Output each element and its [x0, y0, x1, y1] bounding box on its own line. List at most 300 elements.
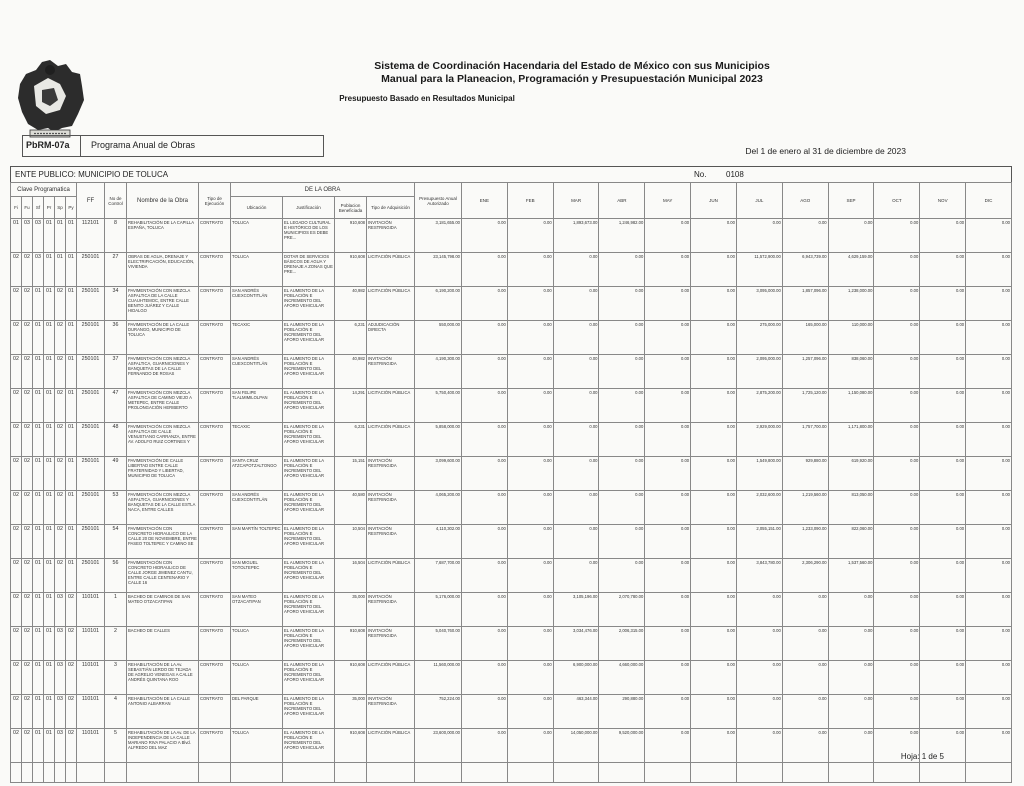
presupuesto-cell: 6,190,200.00 [415, 287, 462, 321]
ubicacion-cell: SAN ANDRÉS CUEXCONTITLÁN [231, 355, 283, 389]
clave-pr-cell: 01 [44, 627, 55, 661]
clave-pr-cell: 01 [44, 525, 55, 559]
month-ene-cell: 0.00 [462, 457, 508, 491]
tipo-adquisicion-cell: INVITACIÓN RESTRINGIDA [367, 627, 415, 661]
clave-pr-cell: 01 [44, 423, 55, 457]
tipo-adquisicion-cell: LICITACIÓN PÚBLICA [367, 253, 415, 287]
clave-sp-cell: 03 [55, 593, 66, 627]
nombre-obra-cell: PAVIMENTACIÓN CON MEZCLA ASFALTICA, GUARNICIONES Y BANQUETAS DE LA CALLE ESTLA NACA, ENTRE CALLES [127, 491, 199, 525]
clave-fi-cell: 02 [11, 559, 22, 593]
clave-fi-cell: 02 [11, 457, 22, 491]
tipo-adquisicion-cell: INVITACIÓN RESTRINGIDA [367, 491, 415, 525]
month-oct-cell: 0.00 [874, 219, 920, 253]
month-ene-cell: 0.00 [462, 559, 508, 593]
month-ene-cell: 0.00 [462, 287, 508, 321]
tipo-adquisicion-cell: LICITACIÓN PÚBLICA [367, 729, 415, 763]
clave-fi-cell: 02 [11, 729, 22, 763]
ubicacion-cell: TOLUCA [231, 627, 283, 661]
nombre-obra-cell: PAVIMENTACIÓN CON CONCRETO HIDRAULICO DE CALLE JORGE JIMENEZ CANTU, ENTRE CALLE CENTENARIO Y CALLE 16 [127, 559, 199, 593]
clave-fu-cell: 02 [22, 389, 33, 423]
month-oct-cell: 0.00 [874, 355, 920, 389]
empty-cell [966, 763, 1012, 783]
month-header-dic: DIC [966, 183, 1012, 219]
empty-cell [105, 763, 127, 783]
presupuesto-header: Presupuesto Anual Autorizado [415, 183, 462, 219]
month-jul-cell: 3,095,000.00 [736, 287, 782, 321]
month-jun-cell: 0.00 [691, 219, 737, 253]
clave-sf-cell: 01 [33, 423, 44, 457]
month-ago-cell: 1,757,700.00 [782, 423, 828, 457]
clave-sp-cell: 01 [55, 219, 66, 253]
beneficiados-header: Poblacion Beneficiada [335, 197, 367, 219]
month-feb-cell: 0.00 [507, 355, 553, 389]
month-ago-cell: 1,857,096.00 [782, 287, 828, 321]
month-ago-cell: 1,725,120.00 [782, 389, 828, 423]
month-jul-cell: 275,000.00 [736, 321, 782, 355]
month-oct-cell: 0.00 [874, 627, 920, 661]
clave-py-cell: 01 [66, 491, 77, 525]
clave-sp-cell: 01 [55, 253, 66, 287]
presupuesto-cell: 4,065,200.00 [415, 491, 462, 525]
clave-fu-cell: 02 [22, 457, 33, 491]
clave-sf-cell: 01 [33, 491, 44, 525]
clave-sp-cell: 03 [55, 729, 66, 763]
month-ene-cell: 0.00 [462, 695, 508, 729]
month-jul-cell: 0.00 [736, 219, 782, 253]
beneficiados-cell: 10,504 [335, 525, 367, 559]
form-title: Programa Anual de Obras [91, 140, 196, 150]
month-jun-cell: 0.00 [691, 627, 737, 661]
clave-pr-cell: 01 [44, 661, 55, 695]
month-abr-cell: 1,246,982.00 [599, 219, 645, 253]
month-oct-cell: 0.00 [874, 525, 920, 559]
table-row [11, 389, 1012, 423]
month-header-mar: MAR [553, 183, 599, 219]
table-row [11, 525, 1012, 559]
period-label: Del 1 de enero al 31 de diciembre de 2023 [745, 146, 906, 156]
month-jun-cell: 0.00 [691, 287, 737, 321]
month-oct-cell: 0.00 [874, 321, 920, 355]
month-abr-cell: 0.00 [599, 491, 645, 525]
clave-sf-cell: 01 [33, 457, 44, 491]
clave-pr-cell: 01 [44, 321, 55, 355]
tipo-ejecucion-cell: CONTRATO [199, 627, 231, 661]
month-nov-cell: 0.00 [920, 729, 966, 763]
justificacion-cell: EL AUMENTO DE LA POBLACIÓN E INCREMENTO DEL AFORO VEHICULAR [283, 661, 335, 695]
month-nov-cell: 0.00 [920, 389, 966, 423]
obras-table [10, 182, 1012, 783]
month-mar-cell: 0.00 [553, 559, 599, 593]
month-dic-cell: 0.00 [966, 457, 1012, 491]
clave-pr-cell: 01 [44, 695, 55, 729]
beneficiados-cell: 910,608 [335, 627, 367, 661]
month-abr-cell: 0.00 [599, 321, 645, 355]
month-abr-cell: 0.00 [599, 559, 645, 593]
clave-pr-header: Pr [44, 197, 55, 219]
beneficiados-cell: 910,608 [335, 253, 367, 287]
month-ene-cell: 0.00 [462, 219, 508, 253]
tipo-adquisicion-cell: INVITACIÓN RESTRINGIDA [367, 355, 415, 389]
presupuesto-cell: 3,181,655.00 [415, 219, 462, 253]
presupuesto-cell: 5,040,760.00 [415, 627, 462, 661]
clave-py-cell: 01 [66, 423, 77, 457]
month-nov-cell: 0.00 [920, 287, 966, 321]
clave-sf-cell: 01 [33, 321, 44, 355]
presupuesto-cell: 23,145,798.00 [415, 253, 462, 287]
month-jul-cell: 0.00 [736, 593, 782, 627]
ubicacion-cell: SAN MARTÍN TOLTEPEC [231, 525, 283, 559]
clave-sf-cell: 01 [33, 593, 44, 627]
month-feb-cell: 0.00 [507, 525, 553, 559]
clave-sp-cell: 02 [55, 287, 66, 321]
month-header-sep: SEP [828, 183, 874, 219]
month-abr-cell: 0.00 [599, 525, 645, 559]
month-header-feb: FEB [507, 183, 553, 219]
month-ene-cell: 0.00 [462, 729, 508, 763]
nombre-obra-cell: PAVIMENTACIÓN DE LA CALLE DURANGO, MUNICIPIO DE TOLUCA [127, 321, 199, 355]
clave-sp-header: Sp [55, 197, 66, 219]
month-jun-cell: 0.00 [691, 491, 737, 525]
clave-sf-cell: 01 [33, 355, 44, 389]
tipo-adquisicion-cell: INVITACIÓN RESTRINGIDA [367, 593, 415, 627]
month-sep-cell: 0.00 [828, 729, 874, 763]
month-jun-cell: 0.00 [691, 559, 737, 593]
table-row [11, 559, 1012, 593]
beneficiados-cell: 40,982 [335, 355, 367, 389]
manual-title: Manual para la Planeacion, Programación y Presupuestación Municipal 2023 [381, 73, 763, 85]
clave-py-cell: 02 [66, 627, 77, 661]
month-may-cell: 0.00 [645, 287, 691, 321]
tipo-ejecucion-cell: CONTRATO [199, 661, 231, 695]
nombre-obra-cell: OBRAS DE AGUA, DRENAJE Y ELECTRIFICACIÓN, EDUCACIÓN, VIVIENDA [127, 253, 199, 287]
month-mar-cell: 0.00 [553, 457, 599, 491]
empty-cell [645, 763, 691, 783]
number-label: No. [694, 170, 707, 179]
tipo-ejecucion-cell: CONTRATO [199, 219, 231, 253]
month-ene-cell: 0.00 [462, 491, 508, 525]
presupuesto-cell: 5,176,000.00 [415, 593, 462, 627]
clave-sp-cell: 03 [55, 661, 66, 695]
month-dic-cell: 0.00 [966, 559, 1012, 593]
month-feb-cell: 0.00 [507, 491, 553, 525]
no-control-cell: 47 [105, 389, 127, 423]
ff-cell: 250101 [77, 389, 105, 423]
clave-fi-cell: 02 [11, 593, 22, 627]
month-may-cell: 0.00 [645, 695, 691, 729]
clave-fu-cell: 02 [22, 525, 33, 559]
justificacion-cell: EL AUMENTO DE LA POBLACIÓN E INCREMENTO DEL AFORO VEHICULAR [283, 695, 335, 729]
clave-fu-cell: 02 [22, 287, 33, 321]
month-oct-cell: 0.00 [874, 491, 920, 525]
month-abr-cell: 0.00 [599, 457, 645, 491]
ff-cell: 250101 [77, 491, 105, 525]
ff-cell: 110101 [77, 661, 105, 695]
month-dic-cell: 0.00 [966, 525, 1012, 559]
month-ene-cell: 0.00 [462, 321, 508, 355]
month-dic-cell: 0.00 [966, 423, 1012, 457]
no-control-cell: 5 [105, 729, 127, 763]
month-mar-cell: 1,893,673.00 [553, 219, 599, 253]
ubicacion-cell: TOLUCA [231, 661, 283, 695]
table-row [11, 355, 1012, 389]
nombre-obra-cell: REHABILITACIÓN DE LA Av. DE LA INDEPENDENCIA DE LA CALLE MARIANO RIVA PALACIO A Blvd. ALFREDO DEL MAZ [127, 729, 199, 763]
month-mar-cell: 463,344.00 [553, 695, 599, 729]
number-value: 0108 [726, 170, 744, 179]
month-feb-cell: 0.00 [507, 695, 553, 729]
empty-cell [691, 763, 737, 783]
justificacion-cell: EL AUMENTO DE LA POBLACIÓN E INCREMENTO DEL AFORO VEHICULAR [283, 525, 335, 559]
ff-cell: 250101 [77, 321, 105, 355]
nombre-obra-cell: REHABILITACIÓN DE LA CALLE ANTONIO ALBARRAN [127, 695, 199, 729]
month-ago-cell: 1,257,096.00 [782, 355, 828, 389]
empty-cell [736, 763, 782, 783]
month-jun-cell: 0.00 [691, 389, 737, 423]
no-control-cell: 36 [105, 321, 127, 355]
month-abr-cell: 0.00 [599, 423, 645, 457]
clave-sp-cell: 02 [55, 525, 66, 559]
month-feb-cell: 0.00 [507, 321, 553, 355]
tipo-ejecucion-cell: CONTRATO [199, 423, 231, 457]
month-ago-cell: 165,000.00 [782, 321, 828, 355]
ff-cell: 250101 [77, 457, 105, 491]
tipo-adquisicion-cell: INVITACIÓN RESTRINGIDA [367, 219, 415, 253]
table-row [11, 491, 1012, 525]
month-ago-cell: 929,880.00 [782, 457, 828, 491]
month-ago-cell: 0.00 [782, 729, 828, 763]
clave-py-cell: 02 [66, 593, 77, 627]
clave-sp-cell: 02 [55, 355, 66, 389]
month-sep-cell: 1,537,560.00 [828, 559, 874, 593]
month-may-cell: 0.00 [645, 253, 691, 287]
month-dic-cell: 0.00 [966, 729, 1012, 763]
month-header-ene: ENE [462, 183, 508, 219]
justificacion-cell: EL AUMENTO DE LA POBLACIÓN E INCREMENTO DEL AFORO VEHICULAR [283, 627, 335, 661]
clave-fi-cell: 02 [11, 525, 22, 559]
month-dic-cell: 0.00 [966, 627, 1012, 661]
month-nov-cell: 0.00 [920, 253, 966, 287]
empty-cell [11, 763, 22, 783]
clave-sf-cell: 01 [33, 627, 44, 661]
clave-sp-cell: 02 [55, 559, 66, 593]
clave-fu-cell: 02 [22, 355, 33, 389]
month-may-cell: 0.00 [645, 559, 691, 593]
section-title: Presupuesto Basado en Resultados Municipal [339, 94, 515, 103]
ff-cell: 110101 [77, 695, 105, 729]
clave-fu-cell: 02 [22, 627, 33, 661]
month-dic-cell: 0.00 [966, 219, 1012, 253]
clave-sf-cell: 01 [33, 729, 44, 763]
clave-py-cell: 01 [66, 219, 77, 253]
month-jun-cell: 0.00 [691, 593, 737, 627]
month-mar-cell: 0.00 [553, 491, 599, 525]
no-control-cell: 3 [105, 661, 127, 695]
nombre-obra-cell: PAVIMENTACIÓN CON MEZCLA ASFALTICA DE CAMINO VIEJO A METEPEC, ENTRE CALLE PROLONGACIÓN HERIBERTO [127, 389, 199, 423]
month-jul-cell: 2,032,600.00 [736, 491, 782, 525]
ff-cell: 250101 [77, 355, 105, 389]
clave-sp-cell: 02 [55, 457, 66, 491]
month-dic-cell: 0.00 [966, 661, 1012, 695]
ff-cell: 250101 [77, 559, 105, 593]
month-dic-cell: 0.00 [966, 287, 1012, 321]
beneficiados-cell: 6,231 [335, 423, 367, 457]
month-sep-cell: 838,060.00 [828, 355, 874, 389]
month-nov-cell: 0.00 [920, 457, 966, 491]
month-sep-cell: 1,150,080.00 [828, 389, 874, 423]
nombre-obra-cell: PAVIMENTACIÓN DE CALLE LIBERTAD ENTRE CALLE FRATERNIDAD Y LIBERTAD, MUNICIPIO DE TOLUCA [127, 457, 199, 491]
month-mar-cell: 0.00 [553, 355, 599, 389]
month-mar-cell: 0.00 [553, 389, 599, 423]
month-jun-cell: 0.00 [691, 355, 737, 389]
table-row [11, 219, 1012, 253]
tipo-ejecucion-cell: CONTRATO [199, 287, 231, 321]
beneficiados-cell: 40,982 [335, 287, 367, 321]
month-dic-cell: 0.00 [966, 321, 1012, 355]
ubicacion-cell: TOLUCA [231, 219, 283, 253]
justificacion-cell: EL AUMENTO DE LA POBLACIÓN E INCREMENTO DEL AFORO VEHICULAR [283, 593, 335, 627]
month-jun-cell: 0.00 [691, 661, 737, 695]
empty-cell [507, 763, 553, 783]
table-row [11, 321, 1012, 355]
month-oct-cell: 0.00 [874, 457, 920, 491]
month-may-cell: 0.00 [645, 389, 691, 423]
table-row [11, 423, 1012, 457]
no-control-cell: 27 [105, 253, 127, 287]
ff-cell: 112101 [77, 219, 105, 253]
month-dic-cell: 0.00 [966, 389, 1012, 423]
ff-header: FF [77, 183, 105, 219]
ff-cell: 250101 [77, 287, 105, 321]
month-ago-cell: 6,943,739.00 [782, 253, 828, 287]
month-nov-cell: 0.00 [920, 321, 966, 355]
month-header-oct: OCT [874, 183, 920, 219]
month-feb-cell: 0.00 [507, 423, 553, 457]
clave-fi-cell: 02 [11, 389, 22, 423]
month-abr-cell: 0.00 [599, 389, 645, 423]
month-nov-cell: 0.00 [920, 525, 966, 559]
justificacion-cell: EL AUMENTO DE LA POBLACIÓN E INCREMENTO DEL AFORO VEHICULAR [283, 287, 335, 321]
month-feb-cell: 0.00 [507, 729, 553, 763]
empty-cell [55, 763, 66, 783]
justificacion-header: Justificación [283, 197, 335, 219]
month-dic-cell: 0.00 [966, 593, 1012, 627]
clave-fi-cell: 02 [11, 253, 22, 287]
clave-py-cell: 02 [66, 695, 77, 729]
clave-fu-cell: 02 [22, 695, 33, 729]
month-mar-cell: 3,034,476.00 [553, 627, 599, 661]
month-jul-cell: 3,843,780.00 [736, 559, 782, 593]
tipo-adquisicion-cell: LICITACIÓN PÚBLICA [367, 389, 415, 423]
clave-sf-header: Sf [33, 197, 44, 219]
tipo-ejecucion-cell: CONTRATO [199, 253, 231, 287]
beneficiados-cell: 35,000 [335, 695, 367, 729]
table-row [11, 253, 1012, 287]
presupuesto-cell: 23,600,000.00 [415, 729, 462, 763]
justificacion-cell: EL AUMENTO DE LA POBLACIÓN E INCREMENTO DEL AFORO VEHICULAR [283, 559, 335, 593]
justificacion-cell: EL AUMENTO DE LA POBLACIÓN E INCREMENTO DEL AFORO VEHICULAR [283, 355, 335, 389]
month-oct-cell: 0.00 [874, 423, 920, 457]
month-sep-cell: 0.00 [828, 627, 874, 661]
clave-fi-cell: 02 [11, 695, 22, 729]
page-indicator: Hoja: 1 de 5 [900, 752, 944, 761]
month-feb-cell: 0.00 [507, 219, 553, 253]
clave-sf-cell: 01 [33, 389, 44, 423]
clave-pr-cell: 01 [44, 287, 55, 321]
month-may-cell: 0.00 [645, 491, 691, 525]
clave-fu-cell: 02 [22, 559, 33, 593]
month-feb-cell: 0.00 [507, 457, 553, 491]
tipo-ejecucion-cell: CONTRATO [199, 729, 231, 763]
empty-cell [127, 763, 199, 783]
empty-cell [782, 763, 828, 783]
clave-fi-header: Fi [11, 197, 22, 219]
tipo-adquisicion-header: Tipo de Adquisición [367, 197, 415, 219]
empty-cell [33, 763, 44, 783]
month-mar-cell: 0.00 [553, 287, 599, 321]
presupuesto-cell: 5,858,000.00 [415, 423, 462, 457]
month-ene-cell: 0.00 [462, 355, 508, 389]
month-sep-cell: 813,050.00 [828, 491, 874, 525]
month-ene-cell: 0.00 [462, 593, 508, 627]
no-control-cell: 1 [105, 593, 127, 627]
month-abr-cell: 9,520,000.00 [599, 729, 645, 763]
beneficiados-cell: 6,231 [335, 321, 367, 355]
empty-cell [199, 763, 231, 783]
month-header-jul: JUL [736, 183, 782, 219]
month-ago-cell: 0.00 [782, 627, 828, 661]
clave-fu-cell: 02 [22, 253, 33, 287]
month-nov-cell: 0.00 [920, 219, 966, 253]
tipo-ejecucion-cell: CONTRATO [199, 695, 231, 729]
month-ago-cell: 0.00 [782, 695, 828, 729]
clave-fu-cell: 03 [22, 219, 33, 253]
no-control-cell: 8 [105, 219, 127, 253]
month-abr-cell: 0.00 [599, 355, 645, 389]
clave-fi-cell: 02 [11, 491, 22, 525]
ubicacion-cell: TOLUCA [231, 253, 283, 287]
month-mar-cell: 3,105,196.00 [553, 593, 599, 627]
month-jun-cell: 0.00 [691, 321, 737, 355]
nombre-obra-cell: REHABILITACIÓN DE LA CAPILLA ESPAÑA, TOLUCA [127, 219, 199, 253]
month-ene-cell: 0.00 [462, 525, 508, 559]
month-may-cell: 0.00 [645, 593, 691, 627]
month-feb-cell: 0.00 [507, 287, 553, 321]
tipo-adquisicion-cell: INVITACIÓN RESTRINGIDA [367, 525, 415, 559]
tipo-adquisicion-cell: ADJUDICACIÓN DIRECTA [367, 321, 415, 355]
month-sep-cell: 110,000.00 [828, 321, 874, 355]
ubicacion-cell: SAN MATEO OTZACATIPAN [231, 593, 283, 627]
month-header-may: MAY [645, 183, 691, 219]
clave-sf-cell: 03 [33, 219, 44, 253]
month-jul-cell: 2,875,200.00 [736, 389, 782, 423]
month-abr-cell: 4,660,000.00 [599, 661, 645, 695]
clave-py-cell: 01 [66, 355, 77, 389]
no-control-cell: 48 [105, 423, 127, 457]
clave-fu-cell: 02 [22, 491, 33, 525]
ubicacion-cell: TECAXIC [231, 321, 283, 355]
table-row [11, 627, 1012, 661]
month-may-cell: 0.00 [645, 525, 691, 559]
month-jun-cell: 0.00 [691, 253, 737, 287]
system-title: Sistema de Coordinación Hacendaria del Estado de México con sus Municipios [374, 60, 770, 72]
month-jul-cell: 1,549,800.00 [736, 457, 782, 491]
month-sep-cell: 0.00 [828, 219, 874, 253]
empty-cell [77, 763, 105, 783]
table-row [11, 661, 1012, 695]
month-jul-cell: 0.00 [736, 695, 782, 729]
tipo-ejecucion-cell: CONTRATO [199, 491, 231, 525]
month-oct-cell: 0.00 [874, 661, 920, 695]
month-dic-cell: 0.00 [966, 491, 1012, 525]
